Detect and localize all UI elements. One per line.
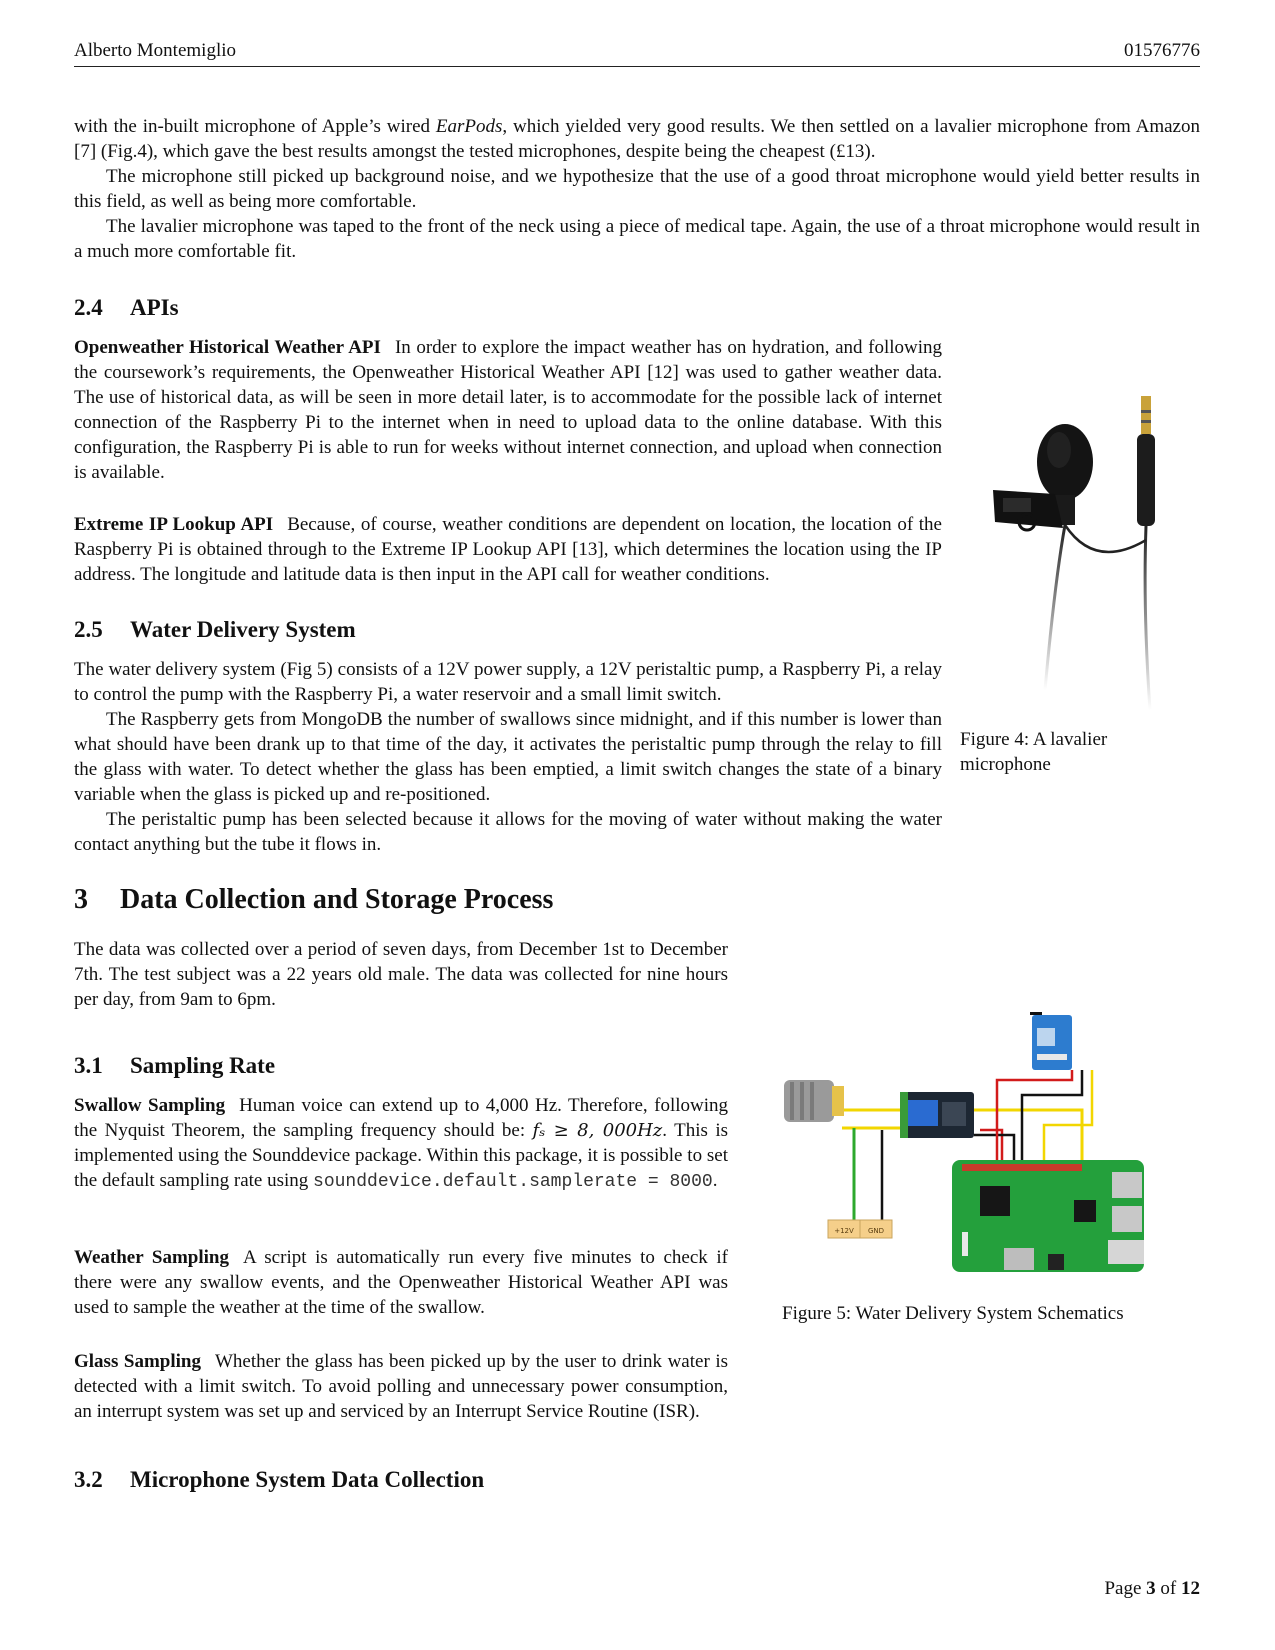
header-student-id: 01576776 [1124,40,1200,61]
section-heading-3: 3 Data Collection and Storage Process [74,884,554,915]
page-number: Page 3 of 12 [1104,1578,1200,1599]
sampling-inequality: fₛ ≥ 8, 000Hz [532,1120,663,1141]
ip-lookup-paragraph: Extreme IP Lookup API Because, of course, weather conditions are dependent on location, the location of the Raspberry Pi is obtained through to the Extreme IP Lookup API [13], which determines the location using the IP address. The longitude and latitude data is then input in the API call for weather conditions. [74,514,942,585]
running-header [74,38,1200,67]
section-heading-2-4: 2.4 APIs [74,295,179,320]
openweather-paragraph: Openweather Historical Weather API In order to explore the impact weather has on hydration, and following the coursework’s requirements, the Openweather Historical Weather API [12] was used to gather weather data. The use of historical data, as will be seen in more detail later, is to accommodate for the possible lack of internet connection of the Raspberry Pi to the internet when in need to upload data to the online database. With this configuration, the Raspberry Pi is able to run for weeks without internet connection, and upload when connection is available. [74,337,942,483]
ip-lookup-lead: Extreme IP Lookup API [74,514,274,535]
swallow-sampling-paragraph: Swallow Sampling Human voice can extend up to 4,000 Hz. Therefore, following the Nyquist Theorem, the sampling frequency should be: fₛ ≥ 8, 000Hz. This is implemented using the Sounddevice package. Within this package, it is possible to set the default sampling rate using sounddevice.default.samplerate = 8000. [74,1095,729,1192]
samplerate-code: sounddevice.default.samplerate = 8000 [313,1172,713,1192]
weather-sampling-paragraph: Weather Sampling A script is automatically run every five minutes to check if there were any swallow events, and the Openweather Historical Weather API was used to sample the weather at the time of the swallow. [74,1247,728,1318]
power-gnd-label: GND [867,1227,885,1235]
figure-4-caption: Figure 4: A lavalier microphone [960,729,1108,775]
lavalier-microphone-figure [985,390,1205,710]
glass-sampling-paragraph: Glass Sampling Whether the glass has been picked up by the user to drink water is detected with a limit switch. To avoid polling and unnecessary power consumption, an interrupt system was set up and serviced by an Interrupt Service Routine (ISR). [74,1351,728,1422]
swallow-sampling-lead: Swallow Sampling [74,1095,226,1116]
water-delivery-text: The water delivery system (Fig 5) consists of a 12V power supply, a 12V peristaltic pump, a Raspberry Pi, a relay to control the pump with the Raspberry Pi, a water reservoir and a small limit switch. The Raspberry gets from MongoDB the number of swallows since midnight, and if this number is lower than what should have been drank up to that time of the day, it activates the peristaltic pump through the relay to fill the glass with water. To detect whether the glass has been emptied, a limit switch changes the state of a binary variable when the glass is picked up and re-positioned. The peristaltic pump has been selected because it allows for the moving of water without making the water contact anything but the tube it flows in. [74,659,942,855]
figure-5-caption: Figure 5: Water Delivery System Schematics [782,1303,1124,1324]
section-heading-3-2: 3.2 Microphone System Data Collection [74,1467,485,1492]
intro-text [74,114,1200,264]
intro-paragraph-3: The lavalier microphone was taped to the front of the neck using a piece of medical tape. Again, the use of a throat microphone would result in a much more comfortable fit. [74,216,1200,262]
weather-sampling-lead: Weather Sampling [74,1247,229,1268]
data-collection-paragraph: The data was collected over a period of seven days, from December 1st to December 7th. The test subject was a 22 years old male. The data was collected for nine hours per day, from 9am to 6pm. [74,939,728,1010]
water-delivery-schematic [782,1010,1172,1280]
glass-sampling-lead: Glass Sampling [74,1351,201,1372]
section-heading-2-5: 2.5 Water Delivery System [74,617,356,642]
intro-paragraph-2: The microphone still picked up background noise, and we hypothesize that the use of a good throat microphone would yield better results in this field, as well as being more comfortable. [74,166,1200,212]
openweather-lead: Openweather Historical Weather API [74,337,381,358]
intro-paragraph-1: with the in-built microphone of Apple’s wired EarPods, which yielded very good results. We then settled on a lavalier microphone from Amazon [7] (Fig.4), which gave the best results amongst the tested microphones, despite being the cheapest (£13). [74,116,1200,162]
section-heading-3-1: 3.1 Sampling Rate [74,1053,276,1078]
header-author: Alberto Montemiglio [74,40,237,61]
power-12v-label: +12V [834,1227,854,1235]
